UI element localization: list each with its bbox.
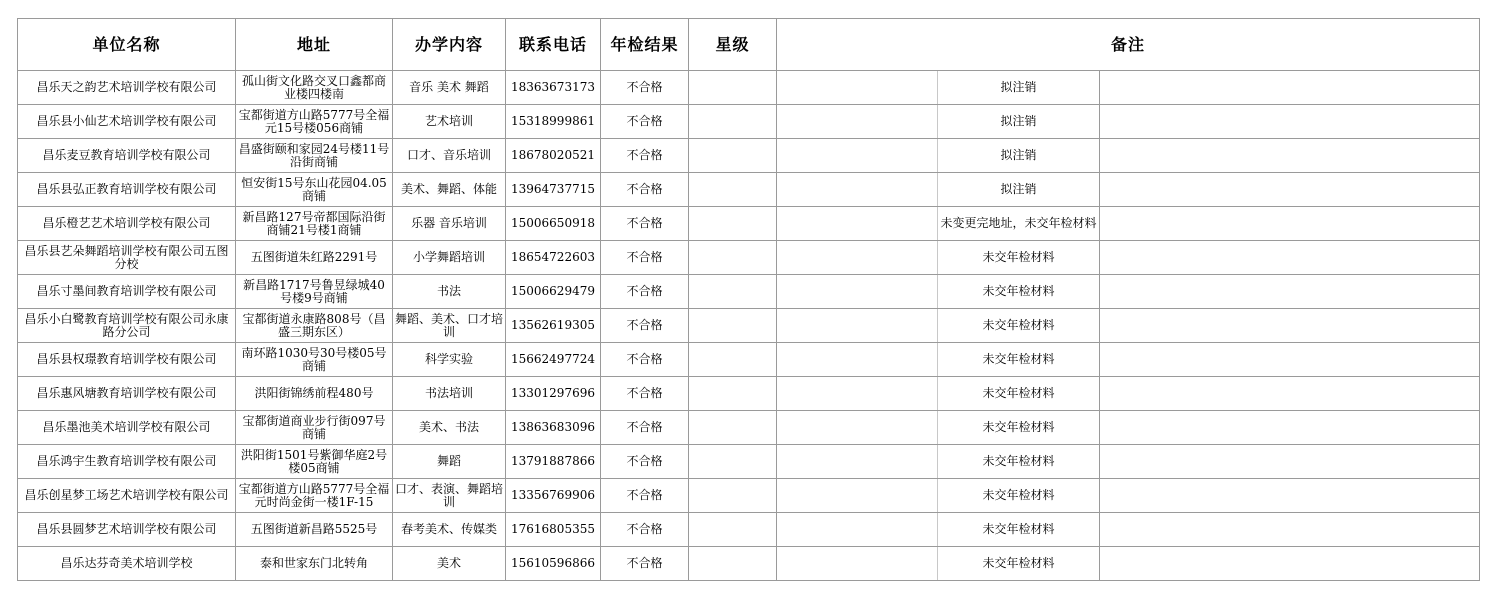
cell-unit-name: 昌乐鸿宇生教育培训学校有限公司 [18, 445, 236, 479]
cell-note: 未交年检材料 [938, 343, 1100, 377]
cell-result: 不合格 [601, 479, 689, 513]
cell-result: 不合格 [601, 309, 689, 343]
cell-result: 不合格 [601, 275, 689, 309]
cell-note-spacer [1100, 275, 1480, 309]
table-row [18, 343, 1480, 377]
cell-result: 不合格 [601, 411, 689, 445]
cell-note-spacer [777, 343, 938, 377]
cell-note: 拟注销 [938, 105, 1100, 139]
table-row [18, 105, 1480, 139]
cell-note-spacer [1100, 207, 1480, 241]
cell-result: 不合格 [601, 105, 689, 139]
cell-content: 美术 [393, 547, 506, 581]
cell-note: 未交年检材料 [938, 309, 1100, 343]
cell-note: 未交年检材料 [938, 513, 1100, 547]
cell-address: 宝都街道方山路5777号全福元15号楼056商铺 [236, 105, 393, 139]
cell-unit-name: 昌乐寸墨间教育培训学校有限公司 [18, 275, 236, 309]
cell-unit-name: 昌乐县弘正教育培训学校有限公司 [18, 173, 236, 207]
cell-result: 不合格 [601, 343, 689, 377]
table-row [18, 513, 1480, 547]
cell-content: 乐器 音乐培训 [393, 207, 506, 241]
cell-unit-name: 昌乐创星梦工场艺术培训学校有限公司 [18, 479, 236, 513]
cell-address: 泰和世家东门北转角 [236, 547, 393, 581]
header-content: 办学内容 [393, 19, 506, 71]
cell-star [689, 479, 777, 513]
table-row [18, 479, 1480, 513]
cell-note: 拟注销 [938, 71, 1100, 105]
cell-note: 未交年检材料 [938, 479, 1100, 513]
cell-star [689, 377, 777, 411]
table-row [18, 207, 1480, 241]
cell-note: 未交年检材料 [938, 547, 1100, 581]
cell-star [689, 343, 777, 377]
cell-phone: 18654722603 [506, 241, 601, 275]
cell-unit-name: 昌乐墨池美术培训学校有限公司 [18, 411, 236, 445]
header-star: 星级 [689, 19, 777, 71]
cell-result: 不合格 [601, 241, 689, 275]
cell-note-spacer [777, 411, 938, 445]
cell-phone: 17616805355 [506, 513, 601, 547]
cell-note: 未交年检材料 [938, 241, 1100, 275]
cell-note-spacer [1100, 445, 1480, 479]
cell-note-spacer [1100, 241, 1480, 275]
cell-address: 宝都街道永康路808号（昌盛三期东区） [236, 309, 393, 343]
cell-address: 昌盛街颐和家园24号楼11号沿街商铺 [236, 139, 393, 173]
cell-content: 舞蹈、美术、口才培训 [393, 309, 506, 343]
cell-star [689, 445, 777, 479]
cell-address: 宝都街道方山路5777号全福元时尚金街一楼1F-15 [236, 479, 393, 513]
cell-note-spacer [777, 377, 938, 411]
cell-note-spacer [777, 173, 938, 207]
cell-note-spacer [1100, 71, 1480, 105]
cell-star [689, 207, 777, 241]
cell-content: 书法 [393, 275, 506, 309]
cell-phone: 13863683096 [506, 411, 601, 445]
cell-star [689, 139, 777, 173]
cell-address: 孤山街文化路交叉口鑫都商业楼四楼南 [236, 71, 393, 105]
cell-result: 不合格 [601, 207, 689, 241]
cell-unit-name: 昌乐县小仙艺术培训学校有限公司 [18, 105, 236, 139]
cell-result: 不合格 [601, 547, 689, 581]
cell-star [689, 105, 777, 139]
cell-unit-name: 昌乐麦豆教育培训学校有限公司 [18, 139, 236, 173]
cell-note-spacer [777, 309, 938, 343]
cell-address: 洪阳街锦绣前程480号 [236, 377, 393, 411]
cell-note-spacer [777, 71, 938, 105]
cell-result: 不合格 [601, 513, 689, 547]
table-row [18, 547, 1480, 581]
cell-note-spacer [777, 207, 938, 241]
cell-phone: 15662497724 [506, 343, 601, 377]
cell-result: 不合格 [601, 173, 689, 207]
cell-address: 五图街道朱红路2291号 [236, 241, 393, 275]
cell-unit-name: 昌乐达芬奇美术培训学校 [18, 547, 236, 581]
cell-phone: 13301297696 [506, 377, 601, 411]
header-unit-name: 单位名称 [18, 19, 236, 71]
cell-unit-name: 昌乐橙艺艺术培训学校有限公司 [18, 207, 236, 241]
cell-note-spacer [1100, 513, 1480, 547]
cell-phone: 15006650918 [506, 207, 601, 241]
cell-note-spacer [1100, 309, 1480, 343]
cell-note-spacer [777, 139, 938, 173]
cell-note-spacer [777, 241, 938, 275]
cell-phone: 13356769906 [506, 479, 601, 513]
cell-content: 艺术培训 [393, 105, 506, 139]
cell-result: 不合格 [601, 71, 689, 105]
cell-address: 恒安街15号东山花园04.05商铺 [236, 173, 393, 207]
cell-star [689, 547, 777, 581]
cell-note: 未交年检材料 [938, 275, 1100, 309]
cell-note-spacer [777, 479, 938, 513]
table-row [18, 241, 1480, 275]
table-row [18, 445, 1480, 479]
cell-star [689, 173, 777, 207]
cell-phone: 18678020521 [506, 139, 601, 173]
header-row [18, 19, 1480, 71]
table-row [18, 309, 1480, 343]
table-row [18, 173, 1480, 207]
cell-content: 春考美术、传媒类 [393, 513, 506, 547]
cell-content: 口才、音乐培训 [393, 139, 506, 173]
cell-phone: 18363673173 [506, 71, 601, 105]
cell-result: 不合格 [601, 139, 689, 173]
cell-note-spacer [1100, 343, 1480, 377]
cell-note-spacer [1100, 105, 1480, 139]
cell-phone: 15006629479 [506, 275, 601, 309]
cell-content: 舞蹈 [393, 445, 506, 479]
cell-note-spacer [777, 105, 938, 139]
header-note: 备注 [777, 19, 1480, 71]
cell-note-spacer [1100, 377, 1480, 411]
cell-note-spacer [1100, 547, 1480, 581]
cell-content: 音乐 美术 舞蹈 [393, 71, 506, 105]
inspection-results-table [17, 18, 1480, 581]
table-row [18, 275, 1480, 309]
cell-note-spacer [777, 547, 938, 581]
table-row [18, 71, 1480, 105]
cell-note-spacer [1100, 479, 1480, 513]
cell-note-spacer [1100, 411, 1480, 445]
cell-address: 新昌路127号帝都国际沿街商铺21号楼1商铺 [236, 207, 393, 241]
cell-note: 未变更完地址，未交年检材料 [938, 207, 1100, 241]
cell-star [689, 411, 777, 445]
cell-phone: 15318999861 [506, 105, 601, 139]
cell-address: 南环路1030号30号楼05号商铺 [236, 343, 393, 377]
cell-content: 口才、表演、舞蹈培训 [393, 479, 506, 513]
cell-note-spacer [1100, 139, 1480, 173]
cell-unit-name: 昌乐县权璟教育培训学校有限公司 [18, 343, 236, 377]
cell-star [689, 275, 777, 309]
cell-note: 拟注销 [938, 139, 1100, 173]
cell-note: 拟注销 [938, 173, 1100, 207]
cell-phone: 15610596866 [506, 547, 601, 581]
cell-content: 美术、舞蹈、体能 [393, 173, 506, 207]
cell-phone: 13791887866 [506, 445, 601, 479]
cell-star [689, 513, 777, 547]
cell-unit-name: 昌乐县圆梦艺术培训学校有限公司 [18, 513, 236, 547]
table-row [18, 139, 1480, 173]
cell-address: 五图街道新昌路5525号 [236, 513, 393, 547]
table-row [18, 377, 1480, 411]
cell-note: 未交年检材料 [938, 411, 1100, 445]
cell-content: 科学实验 [393, 343, 506, 377]
cell-note-spacer [777, 513, 938, 547]
cell-note-spacer [1100, 173, 1480, 207]
cell-content: 美术、书法 [393, 411, 506, 445]
header-result: 年检结果 [601, 19, 689, 71]
cell-unit-name: 昌乐惠风塘教育培训学校有限公司 [18, 377, 236, 411]
cell-address: 洪阳街1501号紫御华庭2号楼05商铺 [236, 445, 393, 479]
cell-note-spacer [777, 445, 938, 479]
cell-star [689, 71, 777, 105]
cell-content: 书法培训 [393, 377, 506, 411]
cell-phone: 13562619305 [506, 309, 601, 343]
cell-note: 未交年检材料 [938, 445, 1100, 479]
cell-note-spacer [777, 275, 938, 309]
cell-content: 小学舞蹈培训 [393, 241, 506, 275]
header-address: 地址 [236, 19, 393, 71]
cell-phone: 13964737715 [506, 173, 601, 207]
cell-address: 新昌路1717号鲁昱绿城40号楼9号商铺 [236, 275, 393, 309]
table-row [18, 411, 1480, 445]
cell-result: 不合格 [601, 377, 689, 411]
cell-star [689, 241, 777, 275]
cell-unit-name: 昌乐小白鹭教育培训学校有限公司永康路分公司 [18, 309, 236, 343]
cell-unit-name: 昌乐县艺朵舞蹈培训学校有限公司五图分校 [18, 241, 236, 275]
cell-note: 未交年检材料 [938, 377, 1100, 411]
cell-star [689, 309, 777, 343]
header-phone: 联系电话 [506, 19, 601, 71]
cell-result: 不合格 [601, 445, 689, 479]
cell-address: 宝都街道商业步行街097号商铺 [236, 411, 393, 445]
cell-unit-name: 昌乐天之韵艺术培训学校有限公司 [18, 71, 236, 105]
